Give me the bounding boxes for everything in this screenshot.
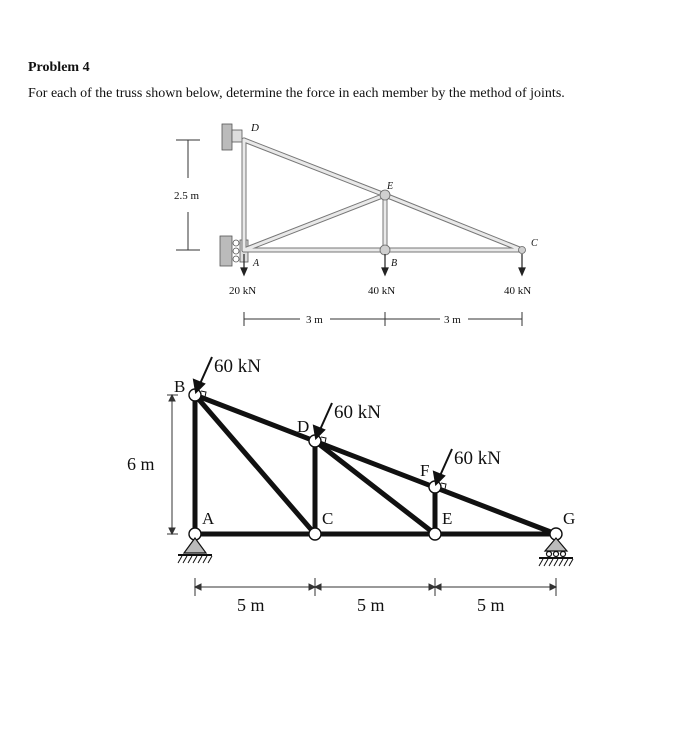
truss2-joint-D: D [297, 417, 310, 436]
truss1-joint-D: D [251, 122, 259, 134]
truss2-span-dimension [195, 578, 556, 596]
truss2-joint-G: G [563, 509, 576, 528]
truss2-span-1: 5 m [237, 595, 265, 615]
truss1-joint-A: A [253, 258, 260, 269]
truss1-span-dimension [244, 312, 522, 326]
truss2-height-dimension [167, 395, 178, 534]
truss2-load-B: 60 kN [214, 356, 261, 377]
member-EC [385, 195, 522, 250]
truss1-pin-D [232, 130, 242, 142]
truss2-diagram [127, 356, 575, 615]
truss2-joint-E: E [442, 509, 453, 528]
truss1-load-arrows [241, 254, 525, 275]
truss2-pin-support-A [178, 538, 212, 563]
truss2-span-2: 5 m [357, 595, 385, 615]
truss1-span-1: 3 m [306, 314, 323, 326]
truss1-joint-B: B [391, 258, 398, 269]
member-AE [244, 195, 385, 250]
problem-heading: Problem 4 [28, 60, 90, 75]
truss2-load-D: 60 kN [334, 402, 381, 423]
truss2-roller-support-G [539, 538, 573, 566]
truss1-wall-support-bottom [220, 236, 232, 266]
truss1-joint-E: E [387, 181, 394, 192]
truss1-load-C: 40 kN [504, 285, 532, 297]
truss1-span-2: 3 m [444, 314, 461, 326]
truss2-perpendicular-markers [201, 391, 446, 489]
truss2-load-F: 60 kN [454, 448, 501, 469]
truss1-height-label: 2.5 m [174, 190, 200, 202]
truss1-diagram [174, 122, 538, 326]
truss1-load-A: 20 kN [229, 285, 257, 297]
truss2-span-3: 5 m [477, 595, 505, 615]
truss1-joint-C: C [531, 238, 538, 249]
member-DE [244, 140, 385, 195]
truss2-joint-F: F [420, 461, 430, 480]
truss2-height-label: 6 m [127, 454, 155, 474]
truss1-wall-support-top [222, 124, 232, 150]
truss2-joint-C: C [322, 509, 334, 528]
truss2-joint-B: B [174, 377, 186, 396]
problem-statement: For each of the truss shown below, determine the force in each member by the method of joints. [28, 86, 565, 101]
truss1-load-B: 40 kN [368, 285, 396, 297]
truss2-joint-A: A [202, 509, 215, 528]
